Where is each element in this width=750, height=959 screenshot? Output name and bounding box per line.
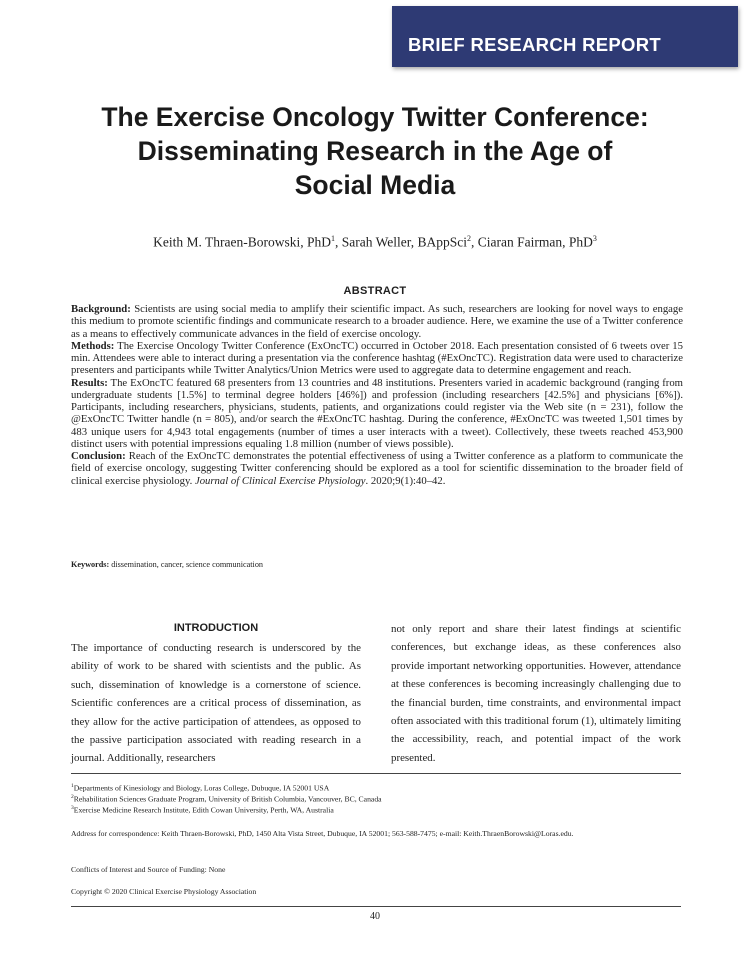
keywords [71,560,263,569]
citation-details: . 2020;9(1):40–42. [365,474,446,487]
title-line-2: Disseminating Research in the Age of [137,136,613,166]
abstract-body [71,303,683,487]
introduction-column-right: not only report and share their latest findings at scientific conferences, but exchange ideas, as these conferences also provide important networking opportunities. However, attendance at these conferences is becoming increasingly challenging due to the financial burden, time constraints, and environmental impact often associated with this traditional forum (1), ultimately limiting the accessibility, reach, and potential impact of the work presented. [391,623,681,764]
introduction-heading: INTRODUCTION [173,622,259,634]
affiliation-marker: 1 [71,783,74,789]
report-type-banner [392,6,738,67]
abstract-background-text: Scientists are using social media to amplify their scientific impact. As such, researchers are looking for novel ways to engage this medium to promote scientific findings and communicate research to a broader audience. Here, we examine the use of a Twitter conference as a means to effectively communicate advances in the field of exercise oncology. [71,303,683,340]
author-name: Sarah Weller, BAppSci [341,234,467,250]
introduction-column-left: The importance of conducting research is underscored by the ability of work to be shared with scientists and the public. As such, dissemination of knowledge is a cornerstone of science. Scientific conferences are a critical process of dissemination, as they allow for the active participation of attendees, as opposed to the passive participation associated with reading research in a journal. Additionally, researchers [71,642,361,765]
page-bottom-divider [71,906,681,907]
affiliation-text: Departments of Kinesiology and Biology, Loras College, Dubuque, IA 52001 USA [73,783,330,793]
copyright-notice: Copyright © 2020 Clinical Exercise Physiology Association [71,887,257,896]
citation-journal: Journal of Clinical Exercise Physiology [194,474,366,487]
correspondence-address: Address for correspondence: Keith Thraen-Borowski, PhD, 1450 Alta Vista Street, Dubuque, IA 52001; 563-588-7475; e-mail: Keith.ThraenBorowski@Loras.edu. [71,829,574,838]
abstract-background-label: Background: [71,303,131,315]
affiliation-text: Exercise Medicine Research Institute, Edith Cowan University, Perth, WA, Australia [73,805,334,815]
article-title [40,100,710,202]
abstract-methods-label: Methods: [71,339,115,352]
affiliation-3 [71,803,683,816]
author-affiliation-marker: 3 [592,234,597,243]
author-name: Ciaran Fairman, PhD [477,234,593,250]
affiliation-text: Rehabilitation Sciences Graduate Program, University of British Columbia, Vancouver, BC, Canada [73,794,382,804]
keywords-text: dissemination, cancer, science communication [109,560,264,569]
abstract-heading: ABSTRACT [343,285,407,297]
abstract-results [71,377,683,451]
abstract-conclusion-label: Conclusion: [71,450,126,462]
conflicts-statement: Conflicts of Interest and Source of Funding: None [71,865,226,874]
abstract-methods-text: The Exercise Oncology Twitter Conference (ExOncTC) occurred in October 2018. Each presentation consisted of 6 tweets over 15 min. Attendees were able to interact during a presentation via the conference hashtag (#ExOncTC). Registration data were used to characterize presenters and participants while Twitter Analytics/Union Metrics were used to aggregate data to determine engagement and reach. [71,339,683,377]
author-affiliation-marker: 1 [331,234,336,243]
author-list: Keith M. Thraen-Borowski, PhD$^1$, Sarah Weller, BAppSci$^2$, Ciaran Fairman, PhD$^3$ [153,234,597,250]
title-line-3: Social Media [294,170,456,200]
abstract-results-label: Results: [71,376,108,389]
report-type-label: BRIEF RESEARCH REPORT [408,34,661,55]
title-line-1: The Exercise Oncology Twitter Conference: [101,102,649,132]
affiliation-marker: 3 [71,805,74,811]
abstract-methods [71,340,683,377]
footnote-divider [71,773,681,774]
abstract-conclusion-text: Reach of the ExOncTC demonstrates the potential effectiveness of using a Twitter conference as a platform to communicate the field of exercise oncology, suggesting Twitter conferencing should be explored as a tool for scientific dissemination to the broader field of clinical exercise physiology. [71,450,683,487]
keywords-label: Keywords: [71,560,110,569]
abstract-results-text: The ExOncTC featured 68 presenters from 13 countries and 48 institutions. Presenters varied in academic background (ranging from undergraduate students [1.5%] to terminal degree holders [46%]) and profession (including researchers [42.5%] and physicians [6%]). Participants, including researchers, physicians, students, patients, and organizations could register via the Web site (n = 231), follow the @ExOncTC Twitter handle (n = 805), and/or search the #ExOncTC hashtag. During the conference, #ExOncTC was tweeted 1,501 times by 483 unique users for 4,943 total engagements (number of times a user interacts with a tweet). Collectively, these tweets reached 453,900 distinct users with potential impressions equaling 1.8 million (number of views possible). [71,376,683,450]
affiliation-marker: 2 [71,794,74,800]
author-affiliation-marker: 2 [467,234,471,243]
abstract-background [71,303,683,340]
abstract-conclusion [71,450,683,487]
author-name: Keith M. Thraen-Borowski, PhD [153,234,332,250]
page-number: 40 [370,911,380,922]
